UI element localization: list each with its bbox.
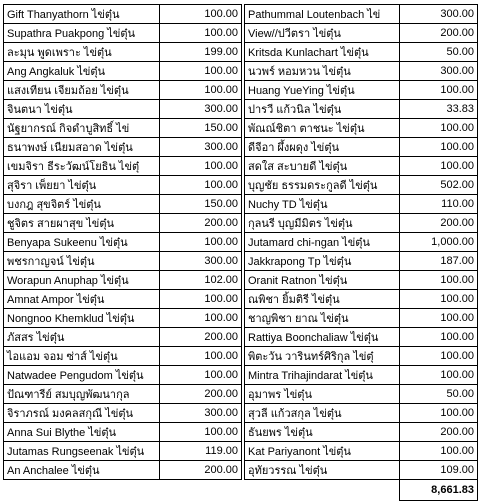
left-donor-name: ปัณฑารีย์ สมบุญพัฒนากุล (4, 385, 160, 404)
right-donor-name: กุลนรี บุญมีมิตร ไข่ตุ๋น (245, 214, 400, 233)
right-donor-amount: 300.00 (400, 5, 478, 24)
right-donor-name: พัณณ์ชิตา ตาชนะ ไข่ตุ๋น (245, 119, 400, 138)
left-donor-amount: 200.00 (160, 328, 242, 347)
table-row (4, 81, 478, 100)
left-donor-amount: 300.00 (160, 252, 242, 271)
left-donor-name: จินตนา ไข่ตุ๋น (4, 100, 160, 119)
right-donor-amount: 100.00 (400, 81, 478, 100)
right-donor-amount: 100.00 (400, 366, 478, 385)
table-row (4, 62, 478, 81)
right-donor-name: ณพิชา ยิ้มติรี ไข่ตุ๋น (245, 290, 400, 309)
donation-sheet (3, 4, 478, 501)
table-row (4, 5, 478, 24)
left-donor-name: แสงเทียน เจียมถ้อย ไข่ตุ๋น (4, 81, 160, 100)
right-donor-amount: 109.00 (400, 461, 478, 480)
table-row (4, 423, 478, 442)
right-donor-amount: 100.00 (400, 404, 478, 423)
left-donor-name: สุจิรา เพ็ยยา ไข่ตุ๋น (4, 176, 160, 195)
right-donor-amount: 100.00 (400, 157, 478, 176)
left-donor-name: Amnat Ampor ไข่ตุ๋น (4, 290, 160, 309)
right-donor-amount: 50.00 (400, 385, 478, 404)
table-row (4, 404, 478, 423)
right-donor-amount: 502.00 (400, 176, 478, 195)
right-donor-amount: 187.00 (400, 252, 478, 271)
left-donor-amount: 100.00 (160, 81, 242, 100)
left-donor-name: ละมุน พูดเพราะ ไข่ตุ๋น (4, 43, 160, 62)
left-donor-name: จิราภรณ์ มงคลสกุณี ไข่ตุ๋น (4, 404, 160, 423)
right-donor-name: View//ปวีตรา ไข่ตุ๋น (245, 24, 400, 43)
left-donor-name: Natwadee Pengudom ไข่ตุ๋น (4, 366, 160, 385)
table-row (4, 461, 478, 480)
right-donor-amount: 100.00 (400, 119, 478, 138)
table-row (4, 157, 478, 176)
table-row (4, 214, 478, 233)
right-donor-amount: 33.83 (400, 100, 478, 119)
right-donor-name: Oranit Ratnon ไข่ตุ๋น (245, 271, 400, 290)
right-donor-name: นวพร์ หอมหวน ไข่ตุ๋น (245, 62, 400, 81)
right-donor-name: Pathummal Loutenbach ไข่ (245, 5, 400, 24)
left-donor-name: Nongnoo Khemklud ไข่ตุ๋น (4, 309, 160, 328)
table-row (4, 43, 478, 62)
left-donor-name: Benyapa Sukeenu ไข่ตุ๋น (4, 233, 160, 252)
right-donor-amount: 200.00 (400, 214, 478, 233)
table-row (4, 385, 478, 404)
table-row (4, 271, 478, 290)
right-donor-amount: 100.00 (400, 290, 478, 309)
left-donor-name: Worapun Anuphap ไข่ตุ๋น (4, 271, 160, 290)
right-donor-amount: 100.00 (400, 138, 478, 157)
table-row (4, 195, 478, 214)
left-donor-name: ชูจิตร สายผาสุข ไข่ตุ๋น (4, 214, 160, 233)
left-donor-name: ธนาพงษ์ เนียมสอาด ไข่ตุ๋น (4, 138, 160, 157)
right-donor-amount: 100.00 (400, 309, 478, 328)
left-donor-amount: 300.00 (160, 100, 242, 119)
right-donor-name: ธันยพร ไข่ตุ๋น (245, 423, 400, 442)
right-donor-name: ชาญพิชา ยาณ ไข่ตุ๋น (245, 309, 400, 328)
right-donor-amount: 100.00 (400, 347, 478, 366)
total-row (4, 480, 478, 501)
right-donor-name: Jutamard chi-ngan ไข่ตุ๋น (245, 233, 400, 252)
left-donor-amount: 100.00 (160, 157, 242, 176)
table-row (4, 252, 478, 271)
left-donor-amount: 199.00 (160, 43, 242, 62)
right-donor-amount: 110.00 (400, 195, 478, 214)
left-donor-amount: 100.00 (160, 62, 242, 81)
right-donor-amount: 1,000.00 (400, 233, 478, 252)
table-row (4, 442, 478, 461)
table-row (4, 233, 478, 252)
right-donor-name: พิตะวัน วารินทร์ศิริกุล ไข่ตุ๋ (245, 347, 400, 366)
right-donor-name: Kat Pariyanont ไข่ตุ๋น (245, 442, 400, 461)
right-donor-name: บุญชัย ธรรมดระกูลดี ไข่ตุ๋น (245, 176, 400, 195)
left-donor-amount: 200.00 (160, 214, 242, 233)
left-donor-amount: 100.00 (160, 290, 242, 309)
left-donor-name: Anna Sui Blythe ไข่ตุ๋น (4, 423, 160, 442)
left-donor-name: Gift Thanyathorn ไข่ตุ๋น (4, 5, 160, 24)
left-donor-name: ไอแอม จอม ซ่าส์ ไข่ตุ๋น (4, 347, 160, 366)
left-donor-amount: 100.00 (160, 309, 242, 328)
table-row (4, 176, 478, 195)
right-donor-amount: 100.00 (400, 271, 478, 290)
right-donor-name: Kritsda Kunlachart ไข่ตุ๋น (245, 43, 400, 62)
left-donor-amount: 300.00 (160, 138, 242, 157)
left-donor-amount: 100.00 (160, 233, 242, 252)
right-donor-name: สุวลี แก้วสกุล ไข่ตุ๋น (245, 404, 400, 423)
right-donor-amount: 100.00 (400, 328, 478, 347)
left-donor-name: An Anchalee ไข่ตุ๋น (4, 461, 160, 480)
right-donor-name: สดใส สะบายดี ไข่ตุ๋น (245, 157, 400, 176)
grand-total: 8,661.83 (400, 480, 478, 501)
right-donor-name: อุมาพร ไข่ตุ๋น (245, 385, 400, 404)
right-donor-name: อุทัยวรรณ ไข่ตุ๋น (245, 461, 400, 480)
right-donor-name: ปารวี แก้วนิล ไข่ตุ๋น (245, 100, 400, 119)
right-donor-name: Huang YueYing ไข่ตุ๋น (245, 81, 400, 100)
left-donor-name: Supathra Puakpong ไข่ตุ๋น (4, 24, 160, 43)
table-row (4, 138, 478, 157)
table-row (4, 328, 478, 347)
right-donor-amount: 50.00 (400, 43, 478, 62)
total-spacer (4, 480, 400, 501)
right-donor-amount: 200.00 (400, 24, 478, 43)
table-row (4, 119, 478, 138)
left-donor-amount: 100.00 (160, 347, 242, 366)
left-donor-amount: 119.00 (160, 442, 242, 461)
right-donor-name: Nuchy TD ไข่ตุ๋น (245, 195, 400, 214)
right-donor-name: Jakkrapong Tp ไข่ตุ๋น (245, 252, 400, 271)
table-row (4, 309, 478, 328)
table-row (4, 100, 478, 119)
left-donor-name: พชรกาญจน์ ไข่ตุ๋น (4, 252, 160, 271)
table-row (4, 290, 478, 309)
left-donor-amount: 102.00 (160, 271, 242, 290)
right-donor-name: ดีจีอา ผึ้งผดุง ไข่ตุ๋น (245, 138, 400, 157)
left-donor-name: เขมจิรา ธีระวัฒน์โยธิน ไข่ตุ๋ (4, 157, 160, 176)
left-donor-name: บงกฎ สุขจิตร์ ไข่ตุ๋น (4, 195, 160, 214)
left-donor-amount: 150.00 (160, 195, 242, 214)
right-donor-amount: 100.00 (400, 442, 478, 461)
right-donor-name: Rattiya Boonchaliaw ไข่ตุ๋น (245, 328, 400, 347)
left-donor-name: ภัสสร ไข่ตุ๋น (4, 328, 160, 347)
left-donor-amount: 150.00 (160, 119, 242, 138)
left-donor-amount: 100.00 (160, 176, 242, 195)
right-donor-amount: 300.00 (400, 62, 478, 81)
left-donor-name: Ang Angkaluk ไข่ตุ๋น (4, 62, 160, 81)
left-donor-name: นัฐยากรณ์ กิจดำบูสิทธิ์ ไข่ (4, 119, 160, 138)
left-donor-amount: 300.00 (160, 404, 242, 423)
left-donor-name: Jutamas Rungseenak ไข่ตุ๋น (4, 442, 160, 461)
table-row (4, 24, 478, 43)
left-donor-amount: 100.00 (160, 423, 242, 442)
table-row (4, 366, 478, 385)
right-donor-amount: 200.00 (400, 423, 478, 442)
left-donor-amount: 200.00 (160, 385, 242, 404)
left-donor-amount: 100.00 (160, 366, 242, 385)
left-donor-amount: 200.00 (160, 461, 242, 480)
left-donor-amount: 100.00 (160, 5, 242, 24)
left-donor-amount: 100.00 (160, 24, 242, 43)
sheet-body (4, 5, 478, 501)
table-row (4, 347, 478, 366)
right-donor-name: Mintra Trihajindarat ไข่ตุ๋น (245, 366, 400, 385)
